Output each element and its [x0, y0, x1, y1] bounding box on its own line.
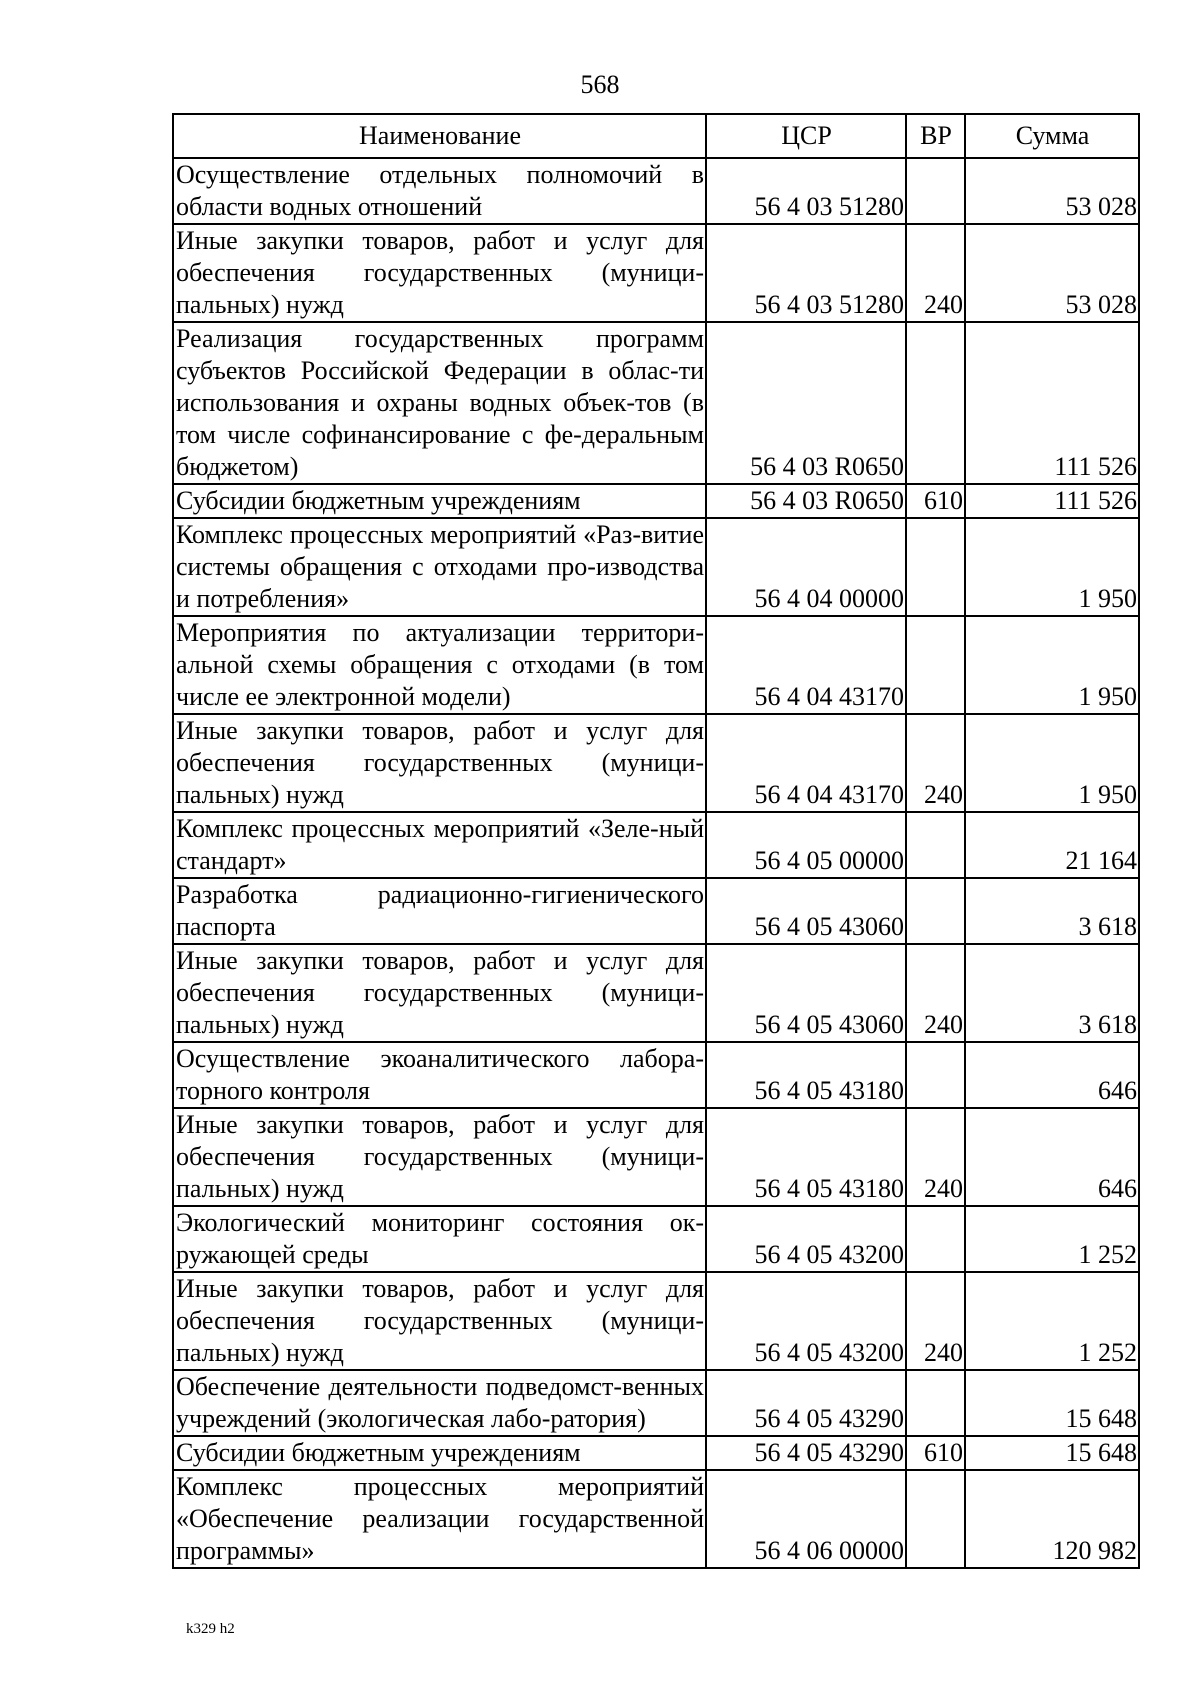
document-code: k329 h2 [186, 1621, 235, 1637]
row-csr: 56 4 05 43200 [706, 1272, 906, 1370]
budget-table [172, 113, 1140, 1569]
table-row [173, 484, 1139, 518]
row-vr: 610 [906, 1436, 965, 1470]
table-row [173, 224, 1139, 322]
row-csr: 56 4 04 00000 [706, 518, 906, 616]
row-name: Иные закупки товаров, работ и услуг для обеспечения государственных (муници-пальных) нужд [173, 224, 706, 322]
row-csr: 56 4 03 51280 [706, 158, 906, 224]
header-csr: ЦСР [706, 114, 906, 158]
page-number: 568 [580, 70, 620, 99]
table-row [173, 1436, 1139, 1470]
row-sum: 1 252 [965, 1272, 1139, 1370]
row-csr: 56 4 05 43060 [706, 878, 906, 944]
table-row [173, 158, 1139, 224]
row-sum: 53 028 [965, 158, 1139, 224]
header-name: Наименование [173, 114, 706, 158]
row-vr: 240 [906, 944, 965, 1042]
table-row [173, 1470, 1139, 1568]
row-csr: 56 4 03 R0650 [706, 322, 906, 484]
row-vr: 240 [906, 1108, 965, 1206]
row-sum: 1 950 [965, 714, 1139, 812]
row-sum: 120 982 [965, 1470, 1139, 1568]
row-vr [906, 1042, 965, 1108]
row-sum: 1 252 [965, 1206, 1139, 1272]
row-vr: 610 [906, 484, 965, 518]
row-csr: 56 4 03 R0650 [706, 484, 906, 518]
row-name: Комплекс процессных мероприятий «Раз-витие системы обращения с отходами про-изводства и потребления» [173, 518, 706, 616]
row-vr: 240 [906, 224, 965, 322]
row-name: Комплекс процессных мероприятий «Зеле-ный стандарт» [173, 812, 706, 878]
row-vr [906, 616, 965, 714]
row-name: Иные закупки товаров, работ и услуг для обеспечения государственных (муници-пальных) нужд [173, 1272, 706, 1370]
table-row [173, 1370, 1139, 1436]
row-csr: 56 4 04 43170 [706, 714, 906, 812]
row-csr: 56 4 03 51280 [706, 224, 906, 322]
table-row [173, 944, 1139, 1042]
table-row [173, 616, 1139, 714]
row-name: Экологический мониторинг состояния ок-ружающей среды [173, 1206, 706, 1272]
row-vr: 240 [906, 714, 965, 812]
table-row [173, 714, 1139, 812]
row-vr [906, 158, 965, 224]
row-sum: 53 028 [965, 224, 1139, 322]
table-row [173, 1108, 1139, 1206]
table-row [173, 1272, 1139, 1370]
row-csr: 56 4 05 43290 [706, 1370, 906, 1436]
row-name: Обеспечение деятельности подведомст-венных учреждений (экологическая лабо-ратория) [173, 1370, 706, 1436]
row-name: Субсидии бюджетным учреждениям [173, 1436, 706, 1470]
row-csr: 56 4 05 43200 [706, 1206, 906, 1272]
row-vr [906, 518, 965, 616]
table-row [173, 1042, 1139, 1108]
row-vr [906, 1370, 965, 1436]
row-name: Комплекс процессных мероприятий «Обеспечение реализации государственной программы» [173, 1470, 706, 1568]
table-row [173, 812, 1139, 878]
row-csr: 56 4 05 43060 [706, 944, 906, 1042]
row-sum: 15 648 [965, 1436, 1139, 1470]
row-sum: 3 618 [965, 944, 1139, 1042]
table-row [173, 322, 1139, 484]
row-csr: 56 4 05 43180 [706, 1042, 906, 1108]
row-vr [906, 812, 965, 878]
row-csr: 56 4 05 43180 [706, 1108, 906, 1206]
row-vr [906, 322, 965, 484]
row-sum: 111 526 [965, 322, 1139, 484]
table-row [173, 878, 1139, 944]
row-sum: 111 526 [965, 484, 1139, 518]
row-vr [906, 1206, 965, 1272]
table-header-row [173, 114, 1139, 158]
row-csr: 56 4 05 00000 [706, 812, 906, 878]
table-row [173, 518, 1139, 616]
row-name: Иные закупки товаров, работ и услуг для обеспечения государственных (муници-пальных) нужд [173, 1108, 706, 1206]
row-name: Реализация государственных программ субъектов Российской Федерации в облас-ти использования и охраны водных объек-тов (в том числе софинансирование с фе-деральным бюджетом) [173, 322, 706, 484]
row-name: Осуществление экоаналитического лабора-торного контроля [173, 1042, 706, 1108]
row-name: Иные закупки товаров, работ и услуг для обеспечения государственных (муници-пальных) нужд [173, 944, 706, 1042]
row-name: Осуществление отдельных полномочий в области водных отношений [173, 158, 706, 224]
row-sum: 646 [965, 1042, 1139, 1108]
row-vr [906, 1470, 965, 1568]
row-vr [906, 878, 965, 944]
row-sum: 1 950 [965, 518, 1139, 616]
header-sum: Сумма [965, 114, 1139, 158]
row-name: Субсидии бюджетным учреждениям [173, 484, 706, 518]
row-csr: 56 4 05 43290 [706, 1436, 906, 1470]
table-row [173, 1206, 1139, 1272]
row-sum: 21 164 [965, 812, 1139, 878]
row-sum: 646 [965, 1108, 1139, 1206]
row-sum: 15 648 [965, 1370, 1139, 1436]
row-csr: 56 4 06 00000 [706, 1470, 906, 1568]
row-name: Иные закупки товаров, работ и услуг для обеспечения государственных (муници-пальных) нужд [173, 714, 706, 812]
row-csr: 56 4 04 43170 [706, 616, 906, 714]
row-sum: 3 618 [965, 878, 1139, 944]
row-vr: 240 [906, 1272, 965, 1370]
header-vr: ВР [906, 114, 965, 158]
row-name: Мероприятия по актуализации территори-альной схемы обращения с отходами (в том числе ее электронной модели) [173, 616, 706, 714]
row-name: Разработка радиационно-гигиенического паспорта [173, 878, 706, 944]
row-sum: 1 950 [965, 616, 1139, 714]
